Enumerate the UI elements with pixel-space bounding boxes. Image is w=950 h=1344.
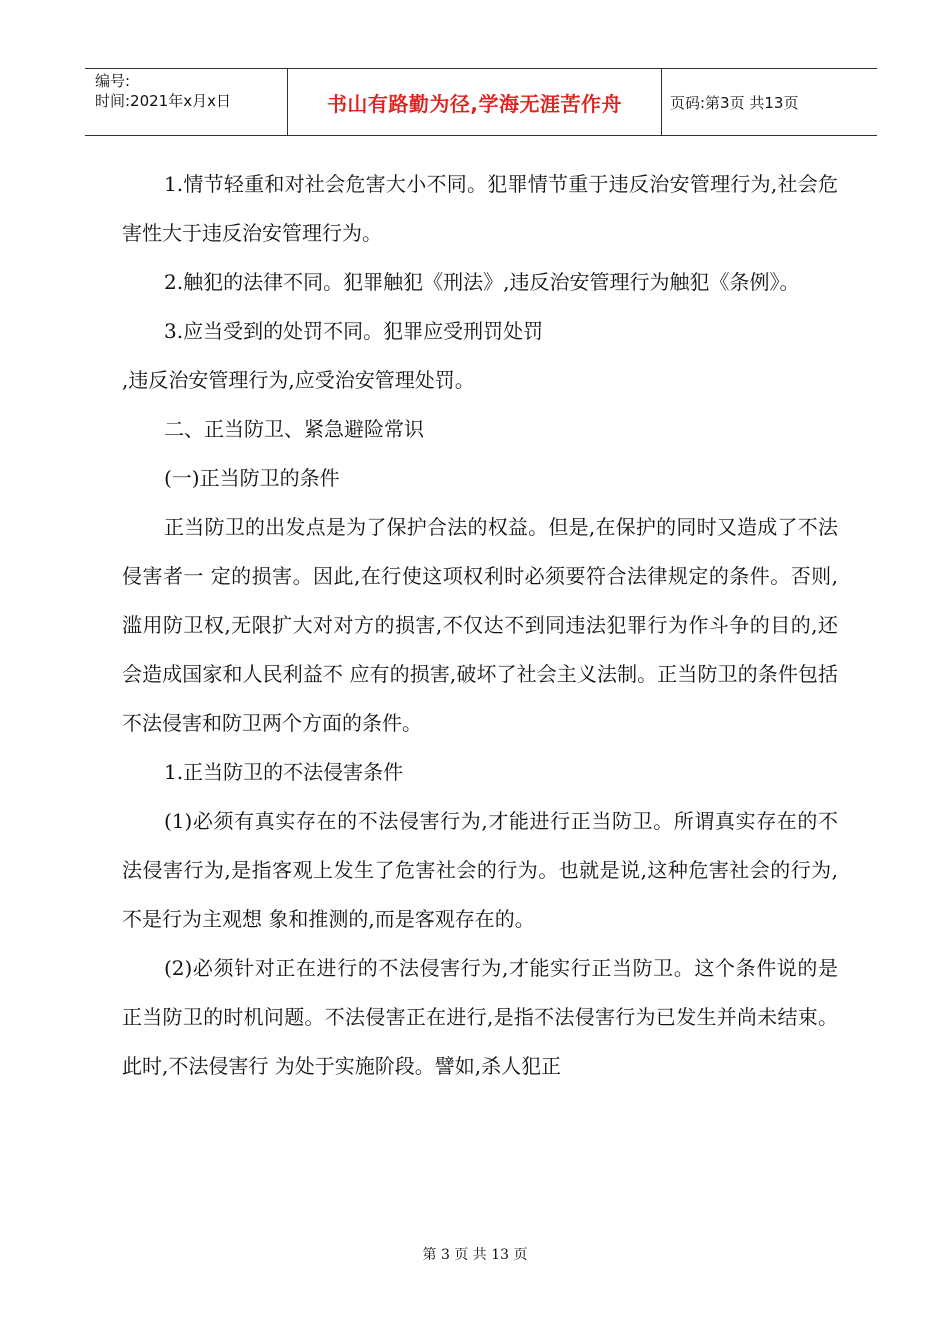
section-heading: 二、正当防卫、紧急避险常识 <box>164 417 424 441</box>
serial-number-label: 编号: <box>95 72 131 90</box>
page-code-cell <box>662 69 877 135</box>
document-body <box>122 160 838 1091</box>
paragraph-7: (1)必须有真实存在的不法侵害行为,才能进行正当防卫。所谓真实存在的不法侵害行为,是指客观上发生了危害社会的行为。也就是说,这种危害社会的行为,不是行为主观想 象和推测的,而是客观存在的。 <box>122 809 838 931</box>
header-table <box>85 68 877 136</box>
time-label: 时间:2021年x月x日 <box>95 92 231 110</box>
paragraph-8: (2)必须针对正在进行的不法侵害行为,才能实行正当防卫。这个条件说的是正当防卫的时机问题。不法侵害正在进行,是指不法侵害行为已发生并尚未结束。此时,不法侵害行 为处于实施阶段。譬如,杀人犯正 <box>122 956 838 1078</box>
paragraph-5: 正当防卫的出发点是为了保护合法的权益。但是,在保护的同时又造成了不法侵害者一 定的损害。因此,在行使这项权利时必须要符合法律规定的条件。否则,滥用防卫权,无限扩大对对方的损害,不仅达不到同违法犯罪行为作斗争的目的,还会造成国家和人民利益不 应有的损害,破坏了社会主义法制。正当防卫的条件包括不法侵害和防卫两个方面的条件。 <box>122 515 838 735</box>
header-info-cell <box>85 69 288 135</box>
motto-text: 书山有路勤为径,学海无涯苦作舟 <box>326 91 623 116</box>
motto-cell <box>288 69 662 135</box>
paragraph-1: 1.情节轻重和对社会危害大小不同。犯罪情节重于违反治安管理行为,社会危害性大于违反治安管理行为。 <box>122 172 838 245</box>
paragraph-4: ,违反治安管理行为,应受治安管理处罚。 <box>122 368 475 392</box>
page-code-text: 页码:第3页 共13页 <box>670 93 799 112</box>
page-footer <box>0 1244 950 1264</box>
paragraph-6: 1.正当防卫的不法侵害条件 <box>164 760 404 784</box>
paragraph-2: 2.触犯的法律不同。犯罪触犯《刑法》,违反治安管理行为触犯《条例》。 <box>164 270 800 294</box>
footer-page-number: 第 3 页 共 13 页 <box>422 1247 528 1263</box>
paragraph-3: 3.应当受到的处罚不同。犯罪应受刑罚处罚 <box>164 319 544 343</box>
subsection-heading: (一)正当防卫的条件 <box>164 466 340 490</box>
